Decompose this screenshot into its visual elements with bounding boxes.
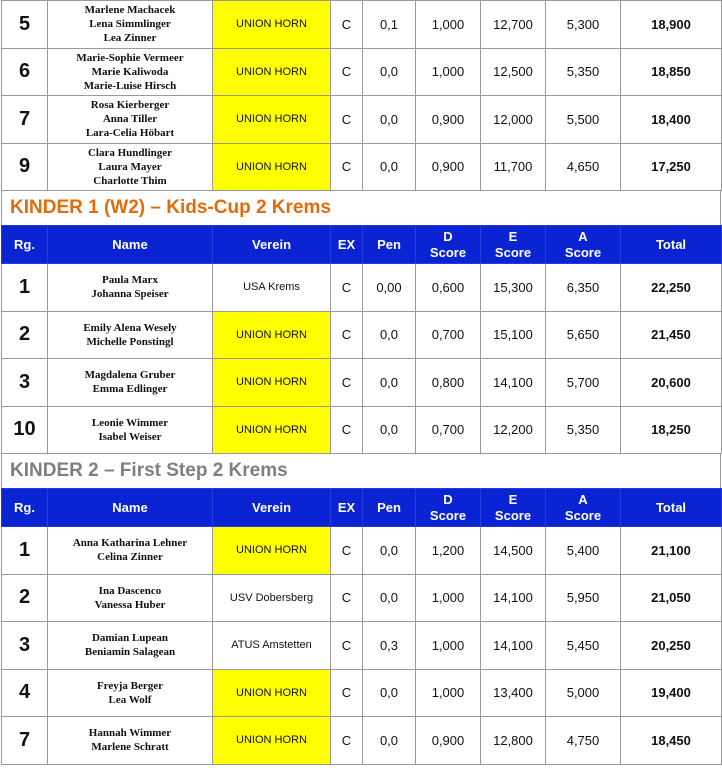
header-pen: Pen: [363, 226, 416, 264]
header-d-line2: Score: [429, 507, 467, 523]
section-title-kinder1: KINDER 1 (W2) – Kids-Cup 2 Krems: [1, 191, 721, 225]
header-rank: Rg.: [2, 226, 48, 264]
header-e-line1: E: [508, 491, 518, 507]
name-cell: [48, 311, 213, 359]
e-score-cell: 11,700: [481, 143, 546, 191]
club-cell: USV Dobersberg: [213, 574, 331, 622]
rank-cell: 9: [2, 143, 48, 191]
athlete-name: Lea Wolf: [108, 693, 152, 706]
athlete-name: Ina Dascenco: [98, 584, 162, 597]
name-cell: [48, 96, 213, 144]
d-score-cell: 0,900: [416, 143, 481, 191]
header-e-score: [481, 226, 546, 264]
total-cell: 21,050: [621, 574, 722, 622]
ex-cell: C: [331, 96, 363, 144]
name-cell: [48, 264, 213, 312]
club-cell: UNION HORN: [213, 143, 331, 191]
total-cell: 20,250: [621, 622, 722, 670]
table-row: [2, 527, 722, 575]
athlete-name: Emma Edlinger: [92, 383, 168, 396]
total-cell: 17,250: [621, 143, 722, 191]
club-cell: UNION HORN: [213, 1, 331, 49]
ex-cell: C: [331, 669, 363, 717]
e-score-cell: 15,300: [481, 264, 546, 312]
athlete-name: Lara-Celia Höbart: [85, 127, 175, 140]
ex-cell: C: [331, 574, 363, 622]
rank-cell: 4: [2, 669, 48, 717]
a-score-cell: 5,000: [546, 669, 621, 717]
section-title-kinder2: KINDER 2 – First Step 2 Krems: [1, 454, 721, 488]
athlete-name: Freyja Berger: [96, 679, 164, 692]
header-row: [2, 489, 722, 527]
header-a-line1: A: [578, 228, 588, 244]
name-cell: [48, 143, 213, 191]
athlete-name: Marlene Machacek: [84, 4, 176, 17]
ex-cell: C: [331, 1, 363, 49]
club-cell: UNION HORN: [213, 359, 331, 407]
table-row: [2, 311, 722, 359]
table-row: [2, 1, 722, 49]
header-a-score: [546, 226, 621, 264]
header-name: Name: [48, 489, 213, 527]
total-cell: 20,600: [621, 359, 722, 407]
kinder2-rows: [2, 489, 722, 765]
athlete-name: Marie-Sophie Vermeer: [76, 51, 184, 64]
table-row: [2, 359, 722, 407]
pen-cell: 0,0: [363, 96, 416, 144]
total-cell: 18,400: [621, 96, 722, 144]
total-cell: 21,450: [621, 311, 722, 359]
a-score-cell: 5,450: [546, 622, 621, 670]
header-row: [2, 226, 722, 264]
d-score-cell: 0,800: [416, 359, 481, 407]
rank-cell: 5: [2, 1, 48, 49]
athlete-name: Vanessa Huber: [94, 598, 166, 611]
ex-cell: C: [331, 143, 363, 191]
athlete-name: Lena Simmlinger: [89, 18, 171, 31]
a-score-cell: 6,350: [546, 264, 621, 312]
table-row: [2, 264, 722, 312]
a-score-cell: 5,300: [546, 1, 621, 49]
ex-cell: C: [331, 527, 363, 575]
pen-cell: 0,0: [363, 527, 416, 575]
header-a-line2: Score: [564, 244, 602, 260]
athlete-name: Marie-Luise Hirsch: [83, 79, 177, 92]
total-cell: 18,450: [621, 717, 722, 765]
header-d-line2: Score: [429, 244, 467, 260]
header-d-line1: D: [443, 228, 453, 244]
athlete-name: Damian Lupean: [91, 632, 169, 645]
pen-cell: 0,0: [363, 48, 416, 96]
kinder1-rows: [2, 226, 722, 454]
name-cell: [48, 1, 213, 49]
rank-cell: 2: [2, 574, 48, 622]
e-score-cell: 14,500: [481, 527, 546, 575]
total-cell: 18,250: [621, 406, 722, 454]
e-score-cell: 12,000: [481, 96, 546, 144]
athlete-name: Paula Marx: [102, 274, 158, 287]
table-row: [2, 622, 722, 670]
header-club: Verein: [213, 489, 331, 527]
rank-cell: 10: [2, 406, 48, 454]
name-cell: [48, 406, 213, 454]
table-row: [2, 48, 722, 96]
name-cell: [48, 622, 213, 670]
rank-cell: 1: [2, 264, 48, 312]
a-score-cell: 5,350: [546, 406, 621, 454]
header-total: Total: [621, 489, 722, 527]
total-cell: 22,250: [621, 264, 722, 312]
pen-cell: 0,3: [363, 622, 416, 670]
pen-cell: 0,0: [363, 406, 416, 454]
e-score-cell: 12,800: [481, 717, 546, 765]
ex-cell: C: [331, 717, 363, 765]
table-row: [2, 143, 722, 191]
header-ex: EX: [331, 489, 363, 527]
header-total: Total: [621, 226, 722, 264]
athlete-name: Isabel Weiser: [98, 430, 162, 443]
header-club: Verein: [213, 226, 331, 264]
d-score-cell: 0,900: [416, 717, 481, 765]
d-score-cell: 1,000: [416, 669, 481, 717]
total-cell: 21,100: [621, 527, 722, 575]
d-score-cell: 0,600: [416, 264, 481, 312]
d-score-cell: 0,700: [416, 311, 481, 359]
header-rank: Rg.: [2, 489, 48, 527]
a-score-cell: 5,500: [546, 96, 621, 144]
table-row: [2, 406, 722, 454]
top-rows: [2, 1, 722, 191]
athlete-name: Charlotte Thim: [93, 174, 167, 187]
athlete-name: Lea Zinner: [103, 32, 157, 45]
name-cell: [48, 717, 213, 765]
athlete-name: Michelle Ponstingl: [86, 335, 174, 348]
a-score-cell: 5,400: [546, 527, 621, 575]
rank-cell: 7: [2, 717, 48, 765]
rank-cell: 3: [2, 359, 48, 407]
table-row: [2, 717, 722, 765]
club-cell: UNION HORN: [213, 669, 331, 717]
ex-cell: C: [331, 264, 363, 312]
ex-cell: C: [331, 622, 363, 670]
athlete-name: Hannah Wimmer: [88, 727, 172, 740]
ex-cell: C: [331, 48, 363, 96]
header-e-line2: Score: [494, 507, 532, 523]
a-score-cell: 5,650: [546, 311, 621, 359]
athlete-name: Magdalena Gruber: [84, 369, 176, 382]
d-score-cell: 1,000: [416, 1, 481, 49]
pen-cell: 0,00: [363, 264, 416, 312]
header-e-line2: Score: [494, 244, 532, 260]
athlete-name: Celina Zinner: [97, 551, 163, 564]
header-pen: Pen: [363, 489, 416, 527]
e-score-cell: 15,100: [481, 311, 546, 359]
club-cell: USA Krems: [213, 264, 331, 312]
header-d-score: [416, 489, 481, 527]
d-score-cell: 0,700: [416, 406, 481, 454]
athlete-name: Rosa Kierberger: [90, 99, 170, 112]
header-a-score: [546, 489, 621, 527]
pen-cell: 0,0: [363, 574, 416, 622]
rank-cell: 3: [2, 622, 48, 670]
pen-cell: 0,0: [363, 669, 416, 717]
ex-cell: C: [331, 311, 363, 359]
header-ex: EX: [331, 226, 363, 264]
ex-cell: C: [331, 359, 363, 407]
e-score-cell: 13,400: [481, 669, 546, 717]
name-cell: [48, 359, 213, 407]
athlete-name: Clara Hundlinger: [87, 146, 173, 159]
club-cell: UNION HORN: [213, 48, 331, 96]
d-score-cell: 1,200: [416, 527, 481, 575]
a-score-cell: 5,950: [546, 574, 621, 622]
header-d-score: [416, 226, 481, 264]
rank-cell: 6: [2, 48, 48, 96]
pen-cell: 0,0: [363, 311, 416, 359]
pen-cell: 0,0: [363, 143, 416, 191]
athlete-name: Beniamin Salagean: [84, 646, 176, 659]
pen-cell: 0,0: [363, 717, 416, 765]
athlete-name: Emily Alena Wesely: [83, 321, 177, 334]
header-a-line1: A: [578, 491, 588, 507]
d-score-cell: 0,900: [416, 96, 481, 144]
rank-cell: 1: [2, 527, 48, 575]
e-score-cell: 14,100: [481, 574, 546, 622]
club-cell: UNION HORN: [213, 406, 331, 454]
header-e-line1: E: [508, 228, 518, 244]
results-table-kinder1: [1, 225, 722, 454]
club-cell: UNION HORN: [213, 311, 331, 359]
athlete-name: Marlene Schratt: [91, 741, 169, 754]
e-score-cell: 12,200: [481, 406, 546, 454]
athlete-name: Leonie Wimmer: [91, 416, 169, 429]
e-score-cell: 12,700: [481, 1, 546, 49]
a-score-cell: 5,700: [546, 359, 621, 407]
header-d-line1: D: [443, 491, 453, 507]
results-table-kinder2: [1, 488, 722, 765]
name-cell: [48, 48, 213, 96]
rank-cell: 2: [2, 311, 48, 359]
athlete-name: Johanna Speiser: [91, 288, 169, 301]
athlete-name: Anna Katharina Lehner: [72, 537, 188, 550]
d-score-cell: 1,000: [416, 48, 481, 96]
club-cell: UNION HORN: [213, 96, 331, 144]
table-row: [2, 669, 722, 717]
a-score-cell: 5,350: [546, 48, 621, 96]
total-cell: 19,400: [621, 669, 722, 717]
name-cell: [48, 669, 213, 717]
rank-cell: 7: [2, 96, 48, 144]
header-e-score: [481, 489, 546, 527]
club-cell: UNION HORN: [213, 527, 331, 575]
e-score-cell: 14,100: [481, 359, 546, 407]
table-row: [2, 96, 722, 144]
header-name: Name: [48, 226, 213, 264]
e-score-cell: 12,500: [481, 48, 546, 96]
name-cell: [48, 574, 213, 622]
e-score-cell: 14,100: [481, 622, 546, 670]
club-cell: UNION HORN: [213, 717, 331, 765]
table-row: [2, 574, 722, 622]
total-cell: 18,850: [621, 48, 722, 96]
athlete-name: Marie Kaliwoda: [91, 65, 169, 78]
total-cell: 18,900: [621, 1, 722, 49]
d-score-cell: 1,000: [416, 622, 481, 670]
a-score-cell: 4,750: [546, 717, 621, 765]
results-top-table: [1, 0, 722, 191]
athlete-name: Laura Mayer: [98, 160, 162, 173]
pen-cell: 0,1: [363, 1, 416, 49]
ex-cell: C: [331, 406, 363, 454]
pen-cell: 0,0: [363, 359, 416, 407]
athlete-name: Anna Tiller: [102, 113, 158, 126]
d-score-cell: 1,000: [416, 574, 481, 622]
header-a-line2: Score: [564, 507, 602, 523]
a-score-cell: 4,650: [546, 143, 621, 191]
name-cell: [48, 527, 213, 575]
club-cell: ATUS Amstetten: [213, 622, 331, 670]
